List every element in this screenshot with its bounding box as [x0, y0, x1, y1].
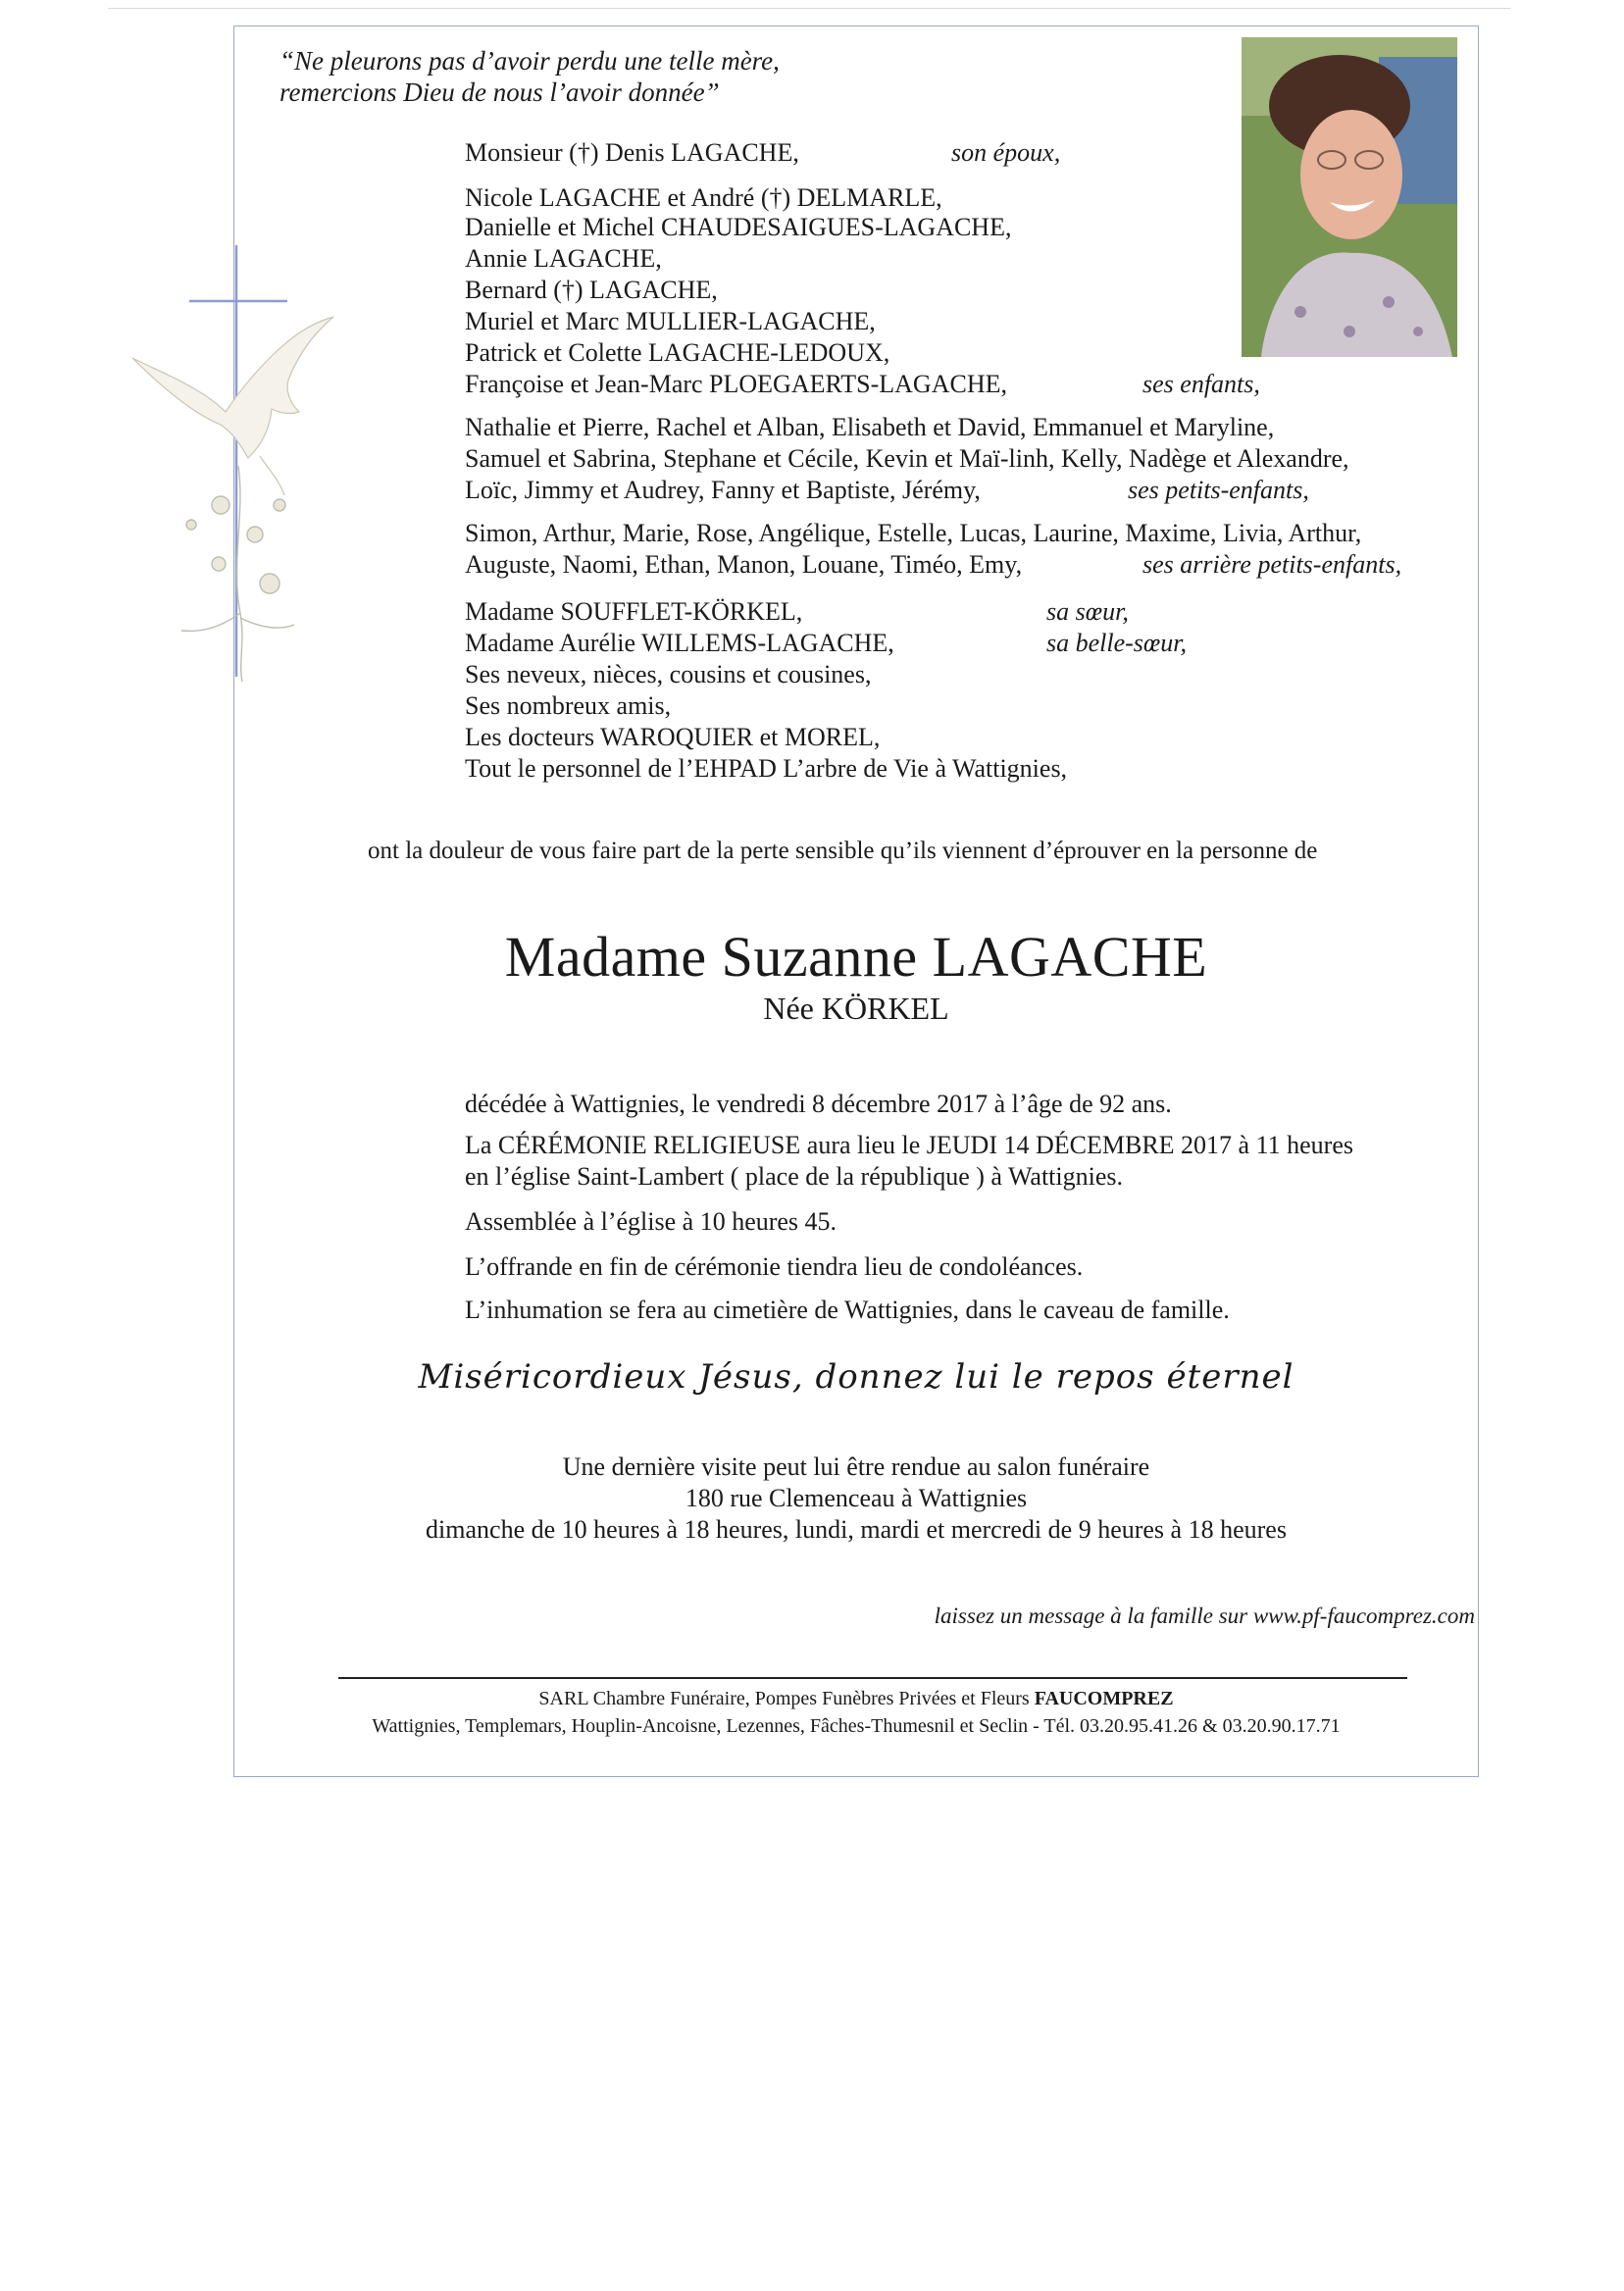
death-info: décédée à Wattignies, le vendredi 8 décembre 2017 à l’âge de 92 ans. [465, 1090, 1172, 1118]
ceremony-line-2: en l’église Saint-Lambert ( place de la république ) à Wattignies. [465, 1162, 1124, 1191]
visit-line-2: 180 rue Clemenceau à Wattignies [685, 1484, 1028, 1512]
visit-line-1: Une dernière visite peut lui être rendue au salon funéraire [562, 1452, 1150, 1481]
footer-divider [338, 1677, 1407, 1679]
family-line: Annie LAGACHE, [465, 244, 662, 273]
family-line: Ses neveux, nièces, cousins et cousines, [465, 660, 872, 688]
flower-stem-icon [181, 466, 294, 682]
dove-icon [132, 317, 333, 495]
ceremony-line-1: La CÉRÉMONIE RELIGIEUSE aura lieu le JEUDI 14 DÉCEMBRE 2017 à 11 heures [465, 1131, 1353, 1159]
cross-dove-decoration [123, 240, 348, 682]
cross-icon [189, 245, 287, 677]
family-role: son époux, [951, 138, 1061, 167]
family-line: Loïc, Jimmy et Audrey, Fanny et Baptiste, Jérémy, [465, 476, 981, 504]
epigraph-line-2: remercions Dieu de nous l’avoir donnée” [279, 77, 720, 107]
footer-locations: Wattignies, Templemars, Houplin-Ancoisne, Lezennes, Fâches-Thumesnil et Seclin - Tél. 03.20.95.41.26 & 03.20.90.17.71 [372, 1715, 1341, 1737]
family-role: ses petits-enfants, [1128, 476, 1309, 504]
top-scan-rule [108, 8, 1510, 9]
family-line: Patrick et Colette LAGACHE-LEDOUX, [465, 338, 890, 367]
family-role: sa belle-sœur, [1046, 629, 1187, 657]
offering-info: L’offrande en fin de cérémonie tiendra lieu de condoléances. [465, 1252, 1084, 1281]
deceased-name: Madame Suzanne LAGACHE [504, 925, 1208, 989]
family-line: Bernard (†) LAGACHE, [465, 276, 718, 304]
visit-line-3: dimanche de 10 heures à 18 heures, lundi, mardi et mercredi de 9 heures à 18 heures [426, 1515, 1287, 1544]
company-prefix: SARL Chambre Funéraire, Pompes Funèbres Privées et Fleurs [538, 1688, 1030, 1709]
family-line: Ses nombreux amis, [465, 691, 672, 720]
company-name: FAUCOMPREZ [1034, 1688, 1174, 1709]
family-role: ses enfants, [1142, 370, 1260, 398]
family-line: Simon, Arthur, Marie, Rose, Angélique, Estelle, Lucas, Laurine, Maxime, Livia, Arthur, [465, 519, 1362, 547]
family-line: Monsieur (†) Denis LAGACHE, [465, 138, 799, 167]
family-line: Danielle et Michel CHAUDESAIGUES-LAGACHE, [465, 213, 1012, 241]
family-line: Madame Aurélie WILLEMS-LAGACHE, [465, 629, 894, 657]
burial-info: L’inhumation se fera au cimetière de Wattignies, dans le caveau de famille. [465, 1296, 1230, 1324]
family-role: ses arrière petits-enfants, [1142, 550, 1402, 579]
family-role: sa sœur, [1046, 597, 1129, 626]
family-line: Tout le personnel de l’EHPAD L’arbre de Vie à Wattignies, [465, 754, 1068, 783]
family-line: Nicole LAGACHE et André (†) DELMARLE, [465, 183, 942, 212]
family-line: Nathalie et Pierre, Rachel et Alban, Elisabeth et David, Emmanuel et Maryline, [465, 413, 1275, 441]
portrait-photo [1242, 37, 1457, 357]
family-line: Madame SOUFFLET-KÖRKEL, [465, 597, 803, 626]
assembly-info: Assemblée à l’église à 10 heures 45. [465, 1207, 837, 1236]
announcement-text: ont la douleur de vous faire part de la perte sensible qu’ils viennent d’éprouver en la personne de [368, 838, 1318, 864]
family-line: Françoise et Jean-Marc PLOEGAERTS-LAGACHE, [465, 370, 1007, 398]
family-line: Samuel et Sabrina, Stephane et Cécile, Kevin et Maï-linh, Kelly, Nadège et Alexandre, [465, 444, 1349, 473]
family-line: Auguste, Naomi, Ethan, Manon, Louane, Timéo, Emy, [465, 550, 1023, 579]
family-line: Muriel et Marc MULLIER-LAGACHE, [465, 307, 876, 335]
family-line: Les docteurs WAROQUIER et MOREL, [465, 723, 881, 751]
epigraph-line-1: “Ne pleurons pas d’avoir perdu une telle mère, [279, 46, 780, 76]
deceased-maiden-name: Née KÖRKEL [763, 991, 949, 1026]
prayer-text: Miséricordieux Jésus, donnez lui le repos éternel [418, 1357, 1294, 1397]
website-message: laissez un message à la famille sur www.pf-faucomprez.com [934, 1604, 1475, 1628]
